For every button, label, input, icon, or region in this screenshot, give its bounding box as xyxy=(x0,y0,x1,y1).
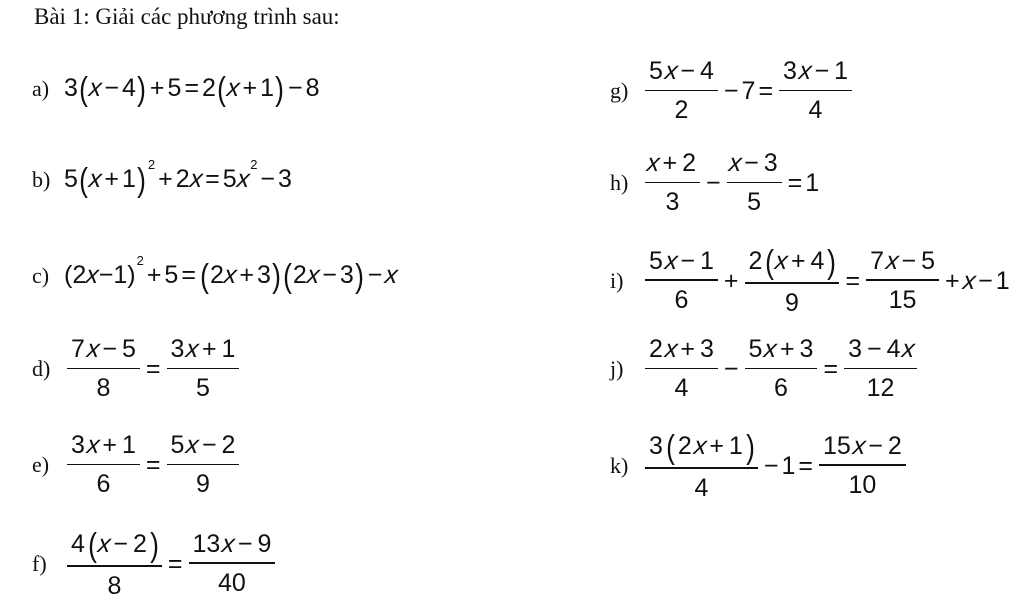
number: 6 xyxy=(673,287,691,315)
problem-i xyxy=(610,245,1010,317)
denominator xyxy=(690,475,712,503)
number: 2 xyxy=(202,74,216,103)
fraction xyxy=(645,336,718,403)
fraction xyxy=(745,245,840,317)
numerator xyxy=(645,58,718,86)
operator: − xyxy=(764,452,779,481)
variable: x xyxy=(185,432,200,460)
operator: = xyxy=(184,74,199,103)
number: 5 xyxy=(647,58,665,86)
number: 5 xyxy=(919,248,937,276)
paren: ( xyxy=(200,259,209,292)
number: 5 xyxy=(169,432,187,460)
numerator xyxy=(866,248,939,276)
number: 15 xyxy=(821,433,853,461)
equation xyxy=(64,432,242,499)
problem-label: b) xyxy=(32,167,64,193)
number: 2 xyxy=(680,150,698,178)
number: 1 xyxy=(260,74,274,103)
fraction-bar xyxy=(67,368,140,370)
variable: x xyxy=(222,261,238,290)
number: 4 xyxy=(885,336,903,364)
fraction-bar xyxy=(189,562,276,564)
equation xyxy=(642,430,909,502)
operator: + xyxy=(780,336,795,364)
fraction-bar xyxy=(67,565,162,567)
numerator xyxy=(727,150,782,178)
operator: − xyxy=(102,336,117,364)
number: 5 xyxy=(647,248,665,276)
fraction-bar xyxy=(745,282,840,284)
fraction xyxy=(866,248,939,315)
number: 2 xyxy=(210,261,224,290)
number: 2 xyxy=(673,97,691,125)
fraction xyxy=(189,531,276,598)
problem-d xyxy=(32,336,242,403)
variable: x xyxy=(663,58,678,86)
operator: + xyxy=(791,248,806,276)
operator: = xyxy=(181,261,196,290)
equation xyxy=(64,336,242,403)
variable: x xyxy=(851,433,866,461)
number: 1 xyxy=(698,248,716,276)
fraction-bar xyxy=(645,279,718,281)
fraction-bar xyxy=(67,464,140,466)
fraction-bar xyxy=(745,368,818,370)
operator: + xyxy=(147,261,162,290)
paren: ) xyxy=(137,72,146,105)
numerator xyxy=(167,432,240,460)
operator: + xyxy=(945,267,960,296)
operator: − xyxy=(288,74,303,103)
problem-e xyxy=(32,432,242,499)
paren: ( xyxy=(79,72,88,105)
number: 3 xyxy=(698,336,716,364)
exponent: 2 xyxy=(137,253,144,268)
problem-label: g) xyxy=(610,78,642,104)
number: 5 xyxy=(745,189,763,217)
number: 7 xyxy=(742,77,756,106)
fraction-bar xyxy=(645,467,758,469)
number: 3 xyxy=(846,336,864,364)
number: 1 xyxy=(220,336,238,364)
fraction-bar xyxy=(645,182,700,184)
number: 15 xyxy=(887,287,919,315)
problem-label: c) xyxy=(32,263,64,289)
fraction xyxy=(67,528,162,600)
number: 5 xyxy=(747,336,765,364)
denominator xyxy=(192,375,214,403)
fraction-bar xyxy=(645,90,718,92)
operator: + xyxy=(158,165,173,194)
fraction-bar xyxy=(819,464,906,466)
fraction xyxy=(779,58,852,125)
equation xyxy=(642,58,855,125)
operator: = xyxy=(146,355,161,384)
number: −1) xyxy=(99,261,136,290)
number: 3 xyxy=(647,433,665,461)
equation xyxy=(64,259,398,292)
operator: + xyxy=(724,267,739,296)
numerator xyxy=(67,528,162,561)
variable: x xyxy=(774,248,789,276)
numerator xyxy=(645,248,718,276)
denominator xyxy=(671,97,693,125)
operator: = xyxy=(788,169,803,198)
variable: x xyxy=(235,165,251,194)
number: 5 xyxy=(64,165,78,194)
problem-k xyxy=(610,430,909,502)
number: 3 xyxy=(762,150,780,178)
denominator xyxy=(192,471,214,499)
operator: − xyxy=(706,169,721,198)
numerator xyxy=(844,336,917,364)
number: 3 xyxy=(257,261,271,290)
operator: + xyxy=(239,261,254,290)
equation xyxy=(642,336,920,403)
variable: x xyxy=(305,261,321,290)
number: 2 xyxy=(647,336,665,364)
fraction xyxy=(167,432,240,499)
exponent: 2 xyxy=(250,157,257,172)
number: 3 xyxy=(69,432,87,460)
fraction xyxy=(819,433,906,500)
variable: x xyxy=(384,261,400,290)
paren: ) xyxy=(275,72,284,105)
operator: + xyxy=(202,336,217,364)
number: 5 xyxy=(168,74,182,103)
fraction-bar xyxy=(167,464,240,466)
number: 2 xyxy=(176,165,190,194)
number: (2 xyxy=(64,261,86,290)
number: 3 xyxy=(781,58,799,86)
denominator xyxy=(863,375,899,403)
paren: ) xyxy=(746,430,755,463)
operator: = xyxy=(205,165,220,194)
equation xyxy=(64,72,319,105)
variable: x xyxy=(85,432,100,460)
fraction-bar xyxy=(844,368,917,370)
variable: x xyxy=(763,336,778,364)
denominator xyxy=(104,573,126,600)
denominator xyxy=(770,375,792,403)
fraction-bar xyxy=(167,368,240,370)
operator: − xyxy=(368,261,383,290)
number: 7 xyxy=(69,336,87,364)
operator: + xyxy=(150,74,165,103)
operator: = xyxy=(168,550,183,579)
variable: x xyxy=(798,58,813,86)
problem-label: f) xyxy=(32,551,64,577)
numerator xyxy=(189,531,276,559)
variable: x xyxy=(646,150,661,178)
operator: − xyxy=(724,77,739,106)
number: 3 xyxy=(798,336,816,364)
problem-b xyxy=(32,163,292,196)
operator: = xyxy=(146,451,161,480)
problem-f xyxy=(32,528,278,600)
operator: − xyxy=(238,531,253,559)
number: 4 xyxy=(673,375,691,403)
operator: − xyxy=(680,58,695,86)
equation xyxy=(642,245,1010,317)
problem-label: e) xyxy=(32,452,64,478)
operator: − xyxy=(322,261,337,290)
operator: − xyxy=(867,336,882,364)
numerator xyxy=(67,432,140,460)
number: 8 xyxy=(95,375,113,403)
operator: − xyxy=(744,150,759,178)
number: 5 xyxy=(194,375,212,403)
fraction xyxy=(645,58,718,125)
paren: ( xyxy=(766,245,775,278)
paren: ) xyxy=(272,259,281,292)
paren: ) xyxy=(828,245,837,278)
variable: x xyxy=(96,531,111,559)
number: 1 xyxy=(996,267,1010,296)
denominator xyxy=(662,189,684,217)
number: 40 xyxy=(216,570,248,598)
problem-label: a) xyxy=(32,76,64,102)
number: 3 xyxy=(664,189,682,217)
problem-h xyxy=(610,150,819,217)
operator: − xyxy=(901,248,916,276)
fraction xyxy=(745,336,818,403)
numerator xyxy=(745,336,818,364)
fraction xyxy=(645,150,700,217)
variable: x xyxy=(87,74,103,103)
fraction xyxy=(167,336,240,403)
problem-j xyxy=(610,336,920,403)
number: 2 xyxy=(293,261,307,290)
operator: − xyxy=(104,74,119,103)
variable: x xyxy=(188,165,204,194)
number: 2 xyxy=(220,432,238,460)
problem-g xyxy=(610,58,855,125)
operator: + xyxy=(102,432,117,460)
operator: + xyxy=(709,433,724,461)
denominator xyxy=(885,287,921,315)
paren: ) xyxy=(150,528,159,561)
paren: ( xyxy=(666,430,675,463)
variable: x xyxy=(225,74,241,103)
number: 10 xyxy=(846,472,878,500)
variable: x xyxy=(961,267,977,296)
number: 9 xyxy=(783,290,801,318)
operator: + xyxy=(104,165,119,194)
fraction xyxy=(645,430,758,502)
numerator xyxy=(645,336,718,364)
number: 5 xyxy=(164,261,178,290)
denominator xyxy=(781,290,803,318)
number: 5 xyxy=(223,165,237,194)
number: 6 xyxy=(772,375,790,403)
fraction xyxy=(67,432,140,499)
operator: = xyxy=(845,267,860,296)
paren: ) xyxy=(355,259,364,292)
number: 1 xyxy=(832,58,850,86)
number: 2 xyxy=(131,531,149,559)
denominator xyxy=(214,570,250,598)
equation xyxy=(64,528,278,600)
denominator xyxy=(671,287,693,315)
denominator xyxy=(93,471,115,499)
number: 8 xyxy=(306,74,320,103)
numerator xyxy=(67,336,140,364)
denominator xyxy=(93,375,115,403)
denominator xyxy=(844,472,880,500)
denominator xyxy=(805,97,827,125)
number: 4 xyxy=(809,248,827,276)
operator: + xyxy=(242,74,257,103)
operator: − xyxy=(202,432,217,460)
number: 1 xyxy=(805,169,819,198)
variable: x xyxy=(885,248,900,276)
number: 3 xyxy=(278,165,292,194)
variable: x xyxy=(85,336,100,364)
number: 4 xyxy=(807,97,825,125)
number: 1 xyxy=(120,432,138,460)
problem-a xyxy=(32,72,319,105)
operator: − xyxy=(868,433,883,461)
number: 3 xyxy=(169,336,187,364)
numerator xyxy=(819,433,906,461)
numerator xyxy=(645,430,758,463)
number: 13 xyxy=(191,531,223,559)
operator: − xyxy=(814,58,829,86)
number: 1 xyxy=(727,433,745,461)
problem-label: i) xyxy=(610,268,642,294)
variable: x xyxy=(692,433,707,461)
paren: ( xyxy=(283,259,292,292)
number: 12 xyxy=(865,375,897,403)
operator: = xyxy=(758,77,773,106)
paren: ( xyxy=(217,72,226,105)
numerator xyxy=(645,150,700,178)
problem-label: j) xyxy=(610,356,642,382)
variable: x xyxy=(663,248,678,276)
paren: ( xyxy=(88,528,97,561)
operator: − xyxy=(724,355,739,384)
variable: x xyxy=(87,165,103,194)
exponent: 2 xyxy=(148,157,155,172)
number: 2 xyxy=(747,248,765,276)
denominator xyxy=(671,375,693,403)
fraction-bar xyxy=(727,182,782,184)
problem-label: k) xyxy=(610,453,642,479)
operator: − xyxy=(978,267,993,296)
fraction xyxy=(645,248,718,315)
variable: x xyxy=(85,261,101,290)
equation xyxy=(642,150,819,217)
number: 9 xyxy=(255,531,273,559)
denominator xyxy=(743,189,765,217)
number: 4 xyxy=(69,531,87,559)
operator: − xyxy=(113,531,128,559)
paren: ) xyxy=(137,163,146,196)
fraction-bar xyxy=(866,279,939,281)
numerator xyxy=(745,245,840,278)
numerator xyxy=(779,58,852,86)
variable: x xyxy=(663,336,678,364)
number: 3 xyxy=(340,261,354,290)
number: 4 xyxy=(692,475,710,503)
variable: x xyxy=(727,150,742,178)
number: 5 xyxy=(120,336,138,364)
number: 7 xyxy=(868,248,886,276)
number: 4 xyxy=(122,74,136,103)
fraction xyxy=(844,336,917,403)
exercise-title: Bài 1: Giải các phương trình sau: xyxy=(34,4,340,30)
number: 1 xyxy=(781,452,795,481)
operator: = xyxy=(823,355,838,384)
fraction-bar xyxy=(779,90,852,92)
operator: + xyxy=(663,150,678,178)
fraction xyxy=(67,336,140,403)
number: 6 xyxy=(95,471,113,499)
number: 8 xyxy=(106,573,124,600)
operator: + xyxy=(680,336,695,364)
operator: − xyxy=(260,165,275,194)
problem-label: h) xyxy=(610,170,642,196)
number: 4 xyxy=(698,58,716,86)
numerator xyxy=(167,336,240,364)
fraction-bar xyxy=(645,368,718,370)
operator: − xyxy=(680,248,695,276)
paren: ( xyxy=(79,163,88,196)
operator: = xyxy=(798,452,813,481)
variable: x xyxy=(221,531,236,559)
problem-c xyxy=(32,259,398,292)
fraction xyxy=(727,150,782,217)
number: 2 xyxy=(676,433,694,461)
number: 2 xyxy=(886,433,904,461)
equation xyxy=(64,163,292,196)
number: 9 xyxy=(194,471,212,499)
variable: x xyxy=(185,336,200,364)
problem-label: d) xyxy=(32,356,64,382)
number: 3 xyxy=(64,74,78,103)
number: 1 xyxy=(122,165,136,194)
variable: x xyxy=(901,336,916,364)
